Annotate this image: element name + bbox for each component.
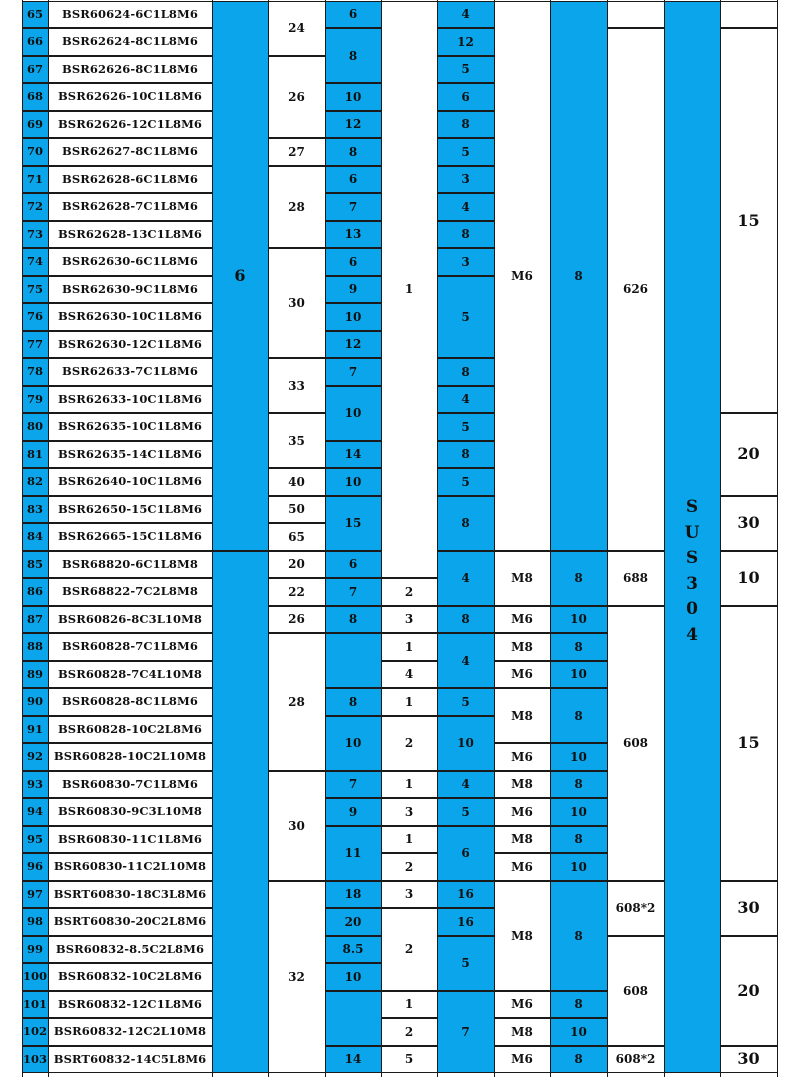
length-cell <box>720 1 777 29</box>
bearing-cell: 688 <box>607 551 664 606</box>
grid-line <box>22 0 23 1077</box>
width-cell: 18 <box>325 881 381 909</box>
row-number: 102 <box>22 1018 48 1046</box>
model-cell: BSR62650-15C1L8M6 <box>48 496 212 524</box>
model-cell: BSR62633-10C1L8M6 <box>48 386 212 414</box>
width-cell: 8 <box>325 606 381 634</box>
e-cell: 1 <box>381 633 437 661</box>
row-number: 86 <box>22 578 48 606</box>
thread-cell: M8 <box>494 633 550 661</box>
length-cell: 20 <box>720 936 777 1046</box>
row-number: 76 <box>22 303 48 331</box>
e-cell: 2 <box>381 1018 437 1046</box>
model-cell: BSR60830-11C2L10M8 <box>48 853 212 881</box>
width-cell: 8.5 <box>325 936 381 964</box>
outer-diameter-cell: 26 <box>268 56 325 139</box>
row-number: 85 <box>22 551 48 579</box>
f-cell: 6 <box>437 826 494 881</box>
model-cell: BSR62627-8C1L8M6 <box>48 138 212 166</box>
row-number: 68 <box>22 83 48 111</box>
model-cell: BSR60826-8C3L10M8 <box>48 606 212 634</box>
row-number: 103 <box>22 1046 48 1074</box>
thread-cell: M8 <box>494 551 550 606</box>
model-cell: BSR60828-8C1L8M6 <box>48 688 212 716</box>
length-cell: 10 <box>720 551 777 606</box>
model-cell: BSR60830-7C1L8M6 <box>48 771 212 799</box>
width-cell: 8 <box>325 138 381 166</box>
material-letter: 0 <box>686 599 698 620</box>
grid-line <box>494 0 495 1077</box>
row-number: 73 <box>22 221 48 249</box>
e-cell: 1 <box>381 991 437 1019</box>
e-cell: 3 <box>381 606 437 634</box>
grid-line <box>720 0 721 1077</box>
f-cell: 4 <box>437 551 494 606</box>
thread-cell: M6 <box>494 661 550 689</box>
thread-length-cell: 8 <box>550 771 607 799</box>
thread-length-cell: 10 <box>550 743 607 771</box>
row-number: 77 <box>22 331 48 359</box>
model-cell: BSRT60830-18C3L8M6 <box>48 881 212 909</box>
f-cell: 16 <box>437 908 494 936</box>
outer-diameter-cell: 24 <box>268 1 325 56</box>
model-cell: BSR62624-8C1L8M6 <box>48 28 212 56</box>
bearing-cell: 608 <box>607 606 664 881</box>
row-number: 90 <box>22 688 48 716</box>
grid-line <box>777 0 778 1077</box>
model-cell: BSRT60830-20C2L8M6 <box>48 908 212 936</box>
row-number: 75 <box>22 276 48 304</box>
width-cell: 6 <box>325 166 381 194</box>
e-cell: 1 <box>381 826 437 854</box>
width-cell: 10 <box>325 468 381 496</box>
row-number: 83 <box>22 496 48 524</box>
f-cell: 5 <box>437 468 494 496</box>
e-cell: 4 <box>381 661 437 689</box>
e-cell: 2 <box>381 908 437 991</box>
outer-diameter-cell: 30 <box>268 248 325 358</box>
f-cell: 5 <box>437 936 494 991</box>
length-cell: 15 <box>720 28 777 413</box>
row-number: 67 <box>22 56 48 84</box>
width-cell: 10 <box>325 963 381 991</box>
thread-cell: M6 <box>494 853 550 881</box>
thread-cell: M8 <box>494 826 550 854</box>
outer-diameter-cell: 26 <box>268 606 325 634</box>
f-cell: 4 <box>437 193 494 221</box>
model-cell: BSR60832-12C1L8M6 <box>48 991 212 1019</box>
width-cell <box>325 633 381 688</box>
row-number: 91 <box>22 716 48 744</box>
thread-cell: M6 <box>494 606 550 634</box>
thread-length-cell: 8 <box>550 688 607 743</box>
model-cell: BSR60828-10C2L10M8 <box>48 743 212 771</box>
f-cell: 8 <box>437 496 494 551</box>
outer-diameter-cell: 35 <box>268 413 325 468</box>
thread-length-cell: 8 <box>550 991 607 1019</box>
material-letter: S <box>685 548 699 569</box>
f-cell: 4 <box>437 633 494 688</box>
f-cell: 4 <box>437 1 494 29</box>
row-number: 69 <box>22 111 48 139</box>
width-cell: 11 <box>325 826 381 881</box>
width-cell: 9 <box>325 276 381 304</box>
width-cell: 14 <box>325 441 381 469</box>
grid-line <box>48 0 49 1077</box>
f-cell: 10 <box>437 716 494 771</box>
outer-diameter-cell: 27 <box>268 138 325 166</box>
row-number: 93 <box>22 771 48 799</box>
e-cell: 1 <box>381 1 437 579</box>
row-number: 65 <box>22 1 48 29</box>
length-cell: 30 <box>720 881 777 936</box>
model-cell: BSR60830-11C1L8M6 <box>48 826 212 854</box>
width-cell: 7 <box>325 771 381 799</box>
model-cell: BSR62630-6C1L8M6 <box>48 248 212 276</box>
width-cell: 12 <box>325 111 381 139</box>
row-number: 78 <box>22 358 48 386</box>
model-cell: BSR62635-10C1L8M6 <box>48 413 212 441</box>
row-number: 96 <box>22 853 48 881</box>
model-cell: BSR62628-13C1L8M6 <box>48 221 212 249</box>
model-cell: BSR60828-10C2L8M6 <box>48 716 212 744</box>
width-cell: 7 <box>325 358 381 386</box>
thread-length-cell: 8 <box>550 551 607 606</box>
row-number: 70 <box>22 138 48 166</box>
outer-diameter-cell: 20 <box>268 551 325 579</box>
model-cell: BSR60828-7C4L10M8 <box>48 661 212 689</box>
model-cell: BSR60828-7C1L8M6 <box>48 633 212 661</box>
width-cell: 14 <box>325 1046 381 1074</box>
f-cell: 8 <box>437 358 494 386</box>
row-number: 97 <box>22 881 48 909</box>
row-number: 72 <box>22 193 48 221</box>
model-cell: BSR60832-10C2L8M6 <box>48 963 212 991</box>
e-cell: 5 <box>381 1046 437 1074</box>
thread-cell: M6 <box>494 743 550 771</box>
width-cell: 10 <box>325 303 381 331</box>
f-cell: 16 <box>437 881 494 909</box>
thread-length-cell: 10 <box>550 798 607 826</box>
width-cell: 10 <box>325 83 381 111</box>
width-cell: 10 <box>325 716 381 771</box>
row-number: 87 <box>22 606 48 634</box>
model-cell: BSR68820-6C1L8M8 <box>48 551 212 579</box>
width-cell: 20 <box>325 908 381 936</box>
thread-cell: M6 <box>494 798 550 826</box>
row-number: 84 <box>22 523 48 551</box>
length-cell: 30 <box>720 496 777 551</box>
width-cell: 8 <box>325 688 381 716</box>
width-cell: 10 <box>325 386 381 441</box>
thread-cell: M6 <box>494 1046 550 1074</box>
width-cell: 6 <box>325 551 381 579</box>
f-cell: 5 <box>437 276 494 359</box>
bearing-cell <box>607 1 664 29</box>
e-cell: 2 <box>381 853 437 881</box>
outer-diameter-cell: 32 <box>268 881 325 1074</box>
f-cell: 8 <box>437 111 494 139</box>
f-cell: 4 <box>437 386 494 414</box>
grid-line <box>381 0 382 1077</box>
model-cell: BSR68822-7C2L8M8 <box>48 578 212 606</box>
outer-diameter-cell: 40 <box>268 468 325 496</box>
width-cell: 12 <box>325 331 381 359</box>
model-cell: BSR62640-10C1L8M6 <box>48 468 212 496</box>
f-cell: 6 <box>437 83 494 111</box>
outer-diameter-cell: 30 <box>268 771 325 881</box>
diameter-cell <box>212 551 268 1074</box>
thread-length-cell: 10 <box>550 606 607 634</box>
model-cell: BSR60832-12C2L10M8 <box>48 1018 212 1046</box>
model-cell: BSRT60832-14C5L8M6 <box>48 1046 212 1074</box>
width-cell: 15 <box>325 496 381 551</box>
thread-length-cell: 8 <box>550 826 607 854</box>
outer-diameter-cell: 28 <box>268 633 325 771</box>
width-cell: 8 <box>325 28 381 83</box>
row-number: 99 <box>22 936 48 964</box>
thread-length-cell: 8 <box>550 633 607 661</box>
row-number: 71 <box>22 166 48 194</box>
model-cell: BSR60832-8.5C2L8M6 <box>48 936 212 964</box>
row-number: 66 <box>22 28 48 56</box>
row-number: 81 <box>22 441 48 469</box>
row-number: 100 <box>22 963 48 991</box>
model-cell: BSR62628-7C1L8M6 <box>48 193 212 221</box>
row-number: 94 <box>22 798 48 826</box>
bearing-cell: 608*2 <box>607 881 664 936</box>
f-cell: 8 <box>437 441 494 469</box>
thread-length-cell: 8 <box>550 881 607 991</box>
row-number: 79 <box>22 386 48 414</box>
model-cell: BSR62626-10C1L8M6 <box>48 83 212 111</box>
model-cell: BSR62630-12C1L8M6 <box>48 331 212 359</box>
grid-line <box>607 0 608 1077</box>
material-letter: 3 <box>686 573 698 594</box>
diameter-cell: 6 <box>212 1 268 551</box>
thread-cell: M8 <box>494 688 550 743</box>
outer-diameter-cell: 65 <box>268 523 325 551</box>
f-cell: 4 <box>437 771 494 799</box>
grid-line <box>268 0 269 1077</box>
thread-cell: M6 <box>494 1 550 551</box>
e-cell: 3 <box>381 881 437 909</box>
model-cell: BSR62630-10C1L8M6 <box>48 303 212 331</box>
width-cell: 6 <box>325 248 381 276</box>
f-cell: 12 <box>437 28 494 56</box>
width-cell <box>325 991 381 1046</box>
thread-cell: M8 <box>494 771 550 799</box>
e-cell: 3 <box>381 798 437 826</box>
row-number: 92 <box>22 743 48 771</box>
f-cell: 3 <box>437 248 494 276</box>
model-cell: BSR62665-15C1L8M6 <box>48 523 212 551</box>
bearing-cell: 608*2 <box>607 1046 664 1074</box>
row-number: 80 <box>22 413 48 441</box>
bearing-cell: 626 <box>607 28 664 551</box>
e-cell: 1 <box>381 771 437 799</box>
f-cell: 8 <box>437 221 494 249</box>
f-cell: 7 <box>437 991 494 1074</box>
e-cell: 2 <box>381 578 437 606</box>
length-cell: 30 <box>720 1046 777 1074</box>
f-cell: 3 <box>437 166 494 194</box>
f-cell: 5 <box>437 798 494 826</box>
model-cell: BSR60624-6C1L8M6 <box>48 1 212 29</box>
grid-line <box>550 0 551 1077</box>
width-cell: 7 <box>325 193 381 221</box>
row-number: 74 <box>22 248 48 276</box>
length-cell: 15 <box>720 606 777 881</box>
thread-length-cell: 10 <box>550 853 607 881</box>
thread-length-cell: 8 <box>550 1 607 551</box>
model-cell: BSR62635-14C1L8M6 <box>48 441 212 469</box>
width-cell: 13 <box>325 221 381 249</box>
row-number: 82 <box>22 468 48 496</box>
grid-line <box>325 0 326 1077</box>
outer-diameter-cell: 33 <box>268 358 325 413</box>
e-cell: 2 <box>381 716 437 771</box>
model-cell: BSR60830-9C3L10M8 <box>48 798 212 826</box>
outer-diameter-cell: 28 <box>268 166 325 249</box>
e-cell: 1 <box>381 688 437 716</box>
f-cell: 8 <box>437 606 494 634</box>
thread-length-cell: 10 <box>550 661 607 689</box>
thread-cell: M8 <box>494 881 550 991</box>
row-number: 89 <box>22 661 48 689</box>
model-cell: BSR62626-8C1L8M6 <box>48 56 212 84</box>
width-cell: 9 <box>325 798 381 826</box>
f-cell: 5 <box>437 413 494 441</box>
row-number: 98 <box>22 908 48 936</box>
grid-line <box>212 0 213 1077</box>
f-cell: 5 <box>437 688 494 716</box>
outer-diameter-cell: 22 <box>268 578 325 606</box>
width-cell: 7 <box>325 578 381 606</box>
thread-length-cell: 8 <box>550 1046 607 1074</box>
model-cell: BSR62628-6C1L8M6 <box>48 166 212 194</box>
f-cell: 5 <box>437 56 494 84</box>
outer-diameter-cell: 50 <box>268 496 325 524</box>
material-letter: 4 <box>686 624 698 645</box>
material-cell <box>664 1 720 1074</box>
model-cell: BSR62626-12C1L8M6 <box>48 111 212 139</box>
bearing-cell: 608 <box>607 936 664 1046</box>
thread-cell: M6 <box>494 991 550 1019</box>
model-cell: BSR62630-9C1L8M6 <box>48 276 212 304</box>
model-cell: BSR62633-7C1L8M6 <box>48 358 212 386</box>
f-cell: 5 <box>437 138 494 166</box>
grid-line <box>664 0 665 1077</box>
grid-line <box>437 0 438 1077</box>
length-cell: 20 <box>720 413 777 496</box>
thread-cell: M8 <box>494 1018 550 1046</box>
thread-length-cell: 10 <box>550 1018 607 1046</box>
row-number: 95 <box>22 826 48 854</box>
row-number: 88 <box>22 633 48 661</box>
row-number: 101 <box>22 991 48 1019</box>
material-letter: U <box>684 522 700 543</box>
material-letter: S <box>685 497 699 518</box>
width-cell: 6 <box>325 1 381 29</box>
